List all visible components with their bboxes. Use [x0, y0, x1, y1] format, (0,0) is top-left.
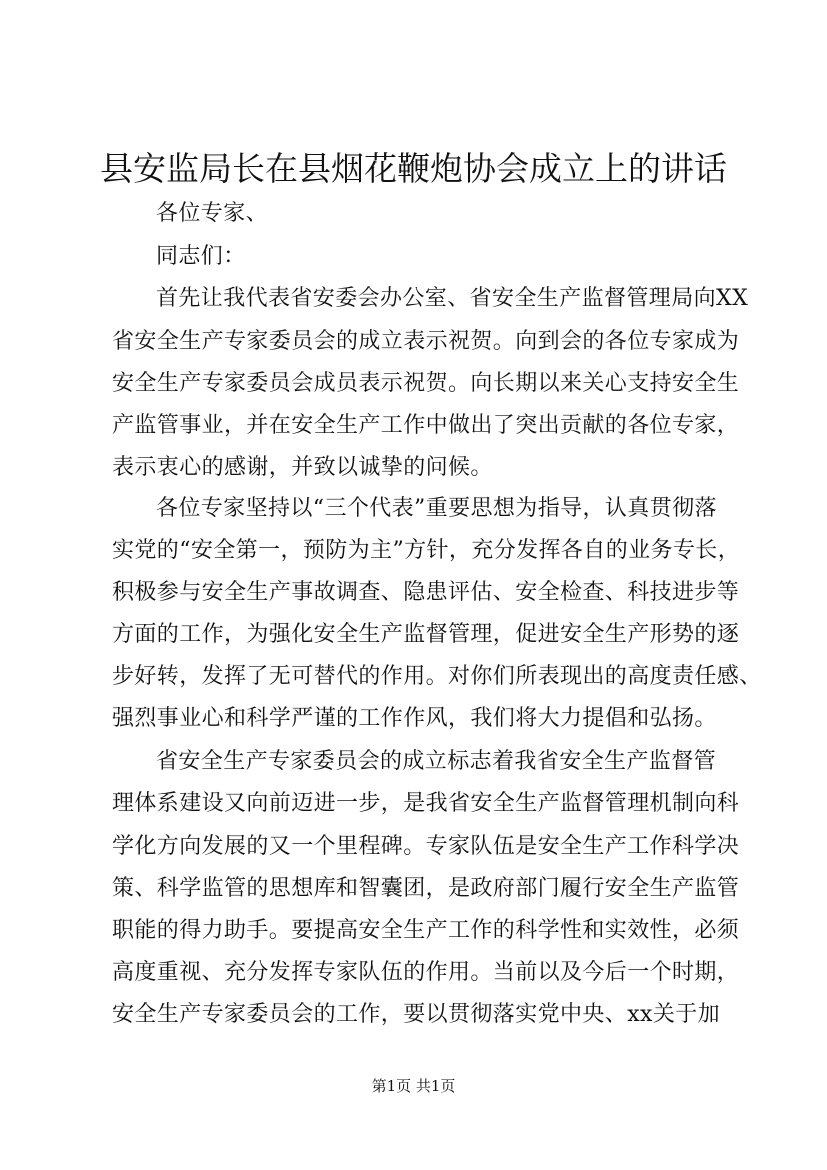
paragraph-line: 职能的得力助手。要提高安全生产工作的科学性和实效性，必须: [112, 918, 740, 943]
paragraph-line: 表示衷心的感谢，并致以诚挚的问候。: [112, 455, 493, 480]
paragraph-line: 高度重视、充分发挥专家队伍的作用。当前以及今后一个时期，: [112, 960, 740, 985]
paragraph-line: 方面的工作，为强化安全生产监督管理，促进安全生产形势的逐: [112, 622, 740, 647]
page-footer: 第1页 共1页: [371, 1077, 456, 1095]
paragraph-line: 实党的“安全第一，预防为主”方针，充分发挥各自的业务专长，: [112, 538, 741, 563]
paragraph-line: 策、科学监管的思想库和智囊团，是政府部门履行安全生产监管: [112, 876, 740, 901]
paragraph-line: 省安全生产专家委员会的成立标志着我省安全生产监督管: [156, 749, 717, 774]
paragraph-line: 积极参与安全生产事故调查、隐患评估、安全检查、科技进步等: [112, 580, 740, 605]
paragraph-line: 强烈事业心和科学严谨的工作作风，我们将大力提倡和弘扬。: [112, 706, 717, 731]
document-title: 县安监局长在县烟花鞭炮协会成立上的讲话: [100, 149, 727, 188]
salutation-line: 同志们：: [156, 244, 246, 269]
paragraph-line: 各位专家坚持以“三个代表”重要思想为指导，认真贯彻落: [156, 496, 717, 521]
paragraph-line: 学化方向发展的又一个里程碑。专家队伍是安全生产工作科学决: [112, 834, 740, 859]
paragraph-line: 省安全生产专家委员会的成立表示祝贺。向到会的各位专家成为: [112, 329, 740, 354]
paragraph-line: 步好转，发挥了无可替代的作用。对你们所表现出的高度责任感、: [112, 664, 762, 689]
paragraph-line: 安全生产专家委员会的工作，要以贯彻落实党中央、xx关于加: [112, 1002, 721, 1027]
paragraph-line: 产监管事业，并在安全生产工作中做出了突出贡献的各位专家，: [112, 413, 740, 438]
paragraph-line: 首先让我代表省安委会办公室、省安全生产监督管理局向XX: [156, 286, 749, 311]
salutation-line: 各位专家、: [156, 201, 269, 226]
paragraph-line: 理体系建设又向前迈进一步，是我省安全生产监督管理机制向科: [112, 791, 740, 816]
paragraph-line: 安全生产专家委员会成员表示祝贺。向长期以来关心支持安全生: [112, 371, 740, 396]
